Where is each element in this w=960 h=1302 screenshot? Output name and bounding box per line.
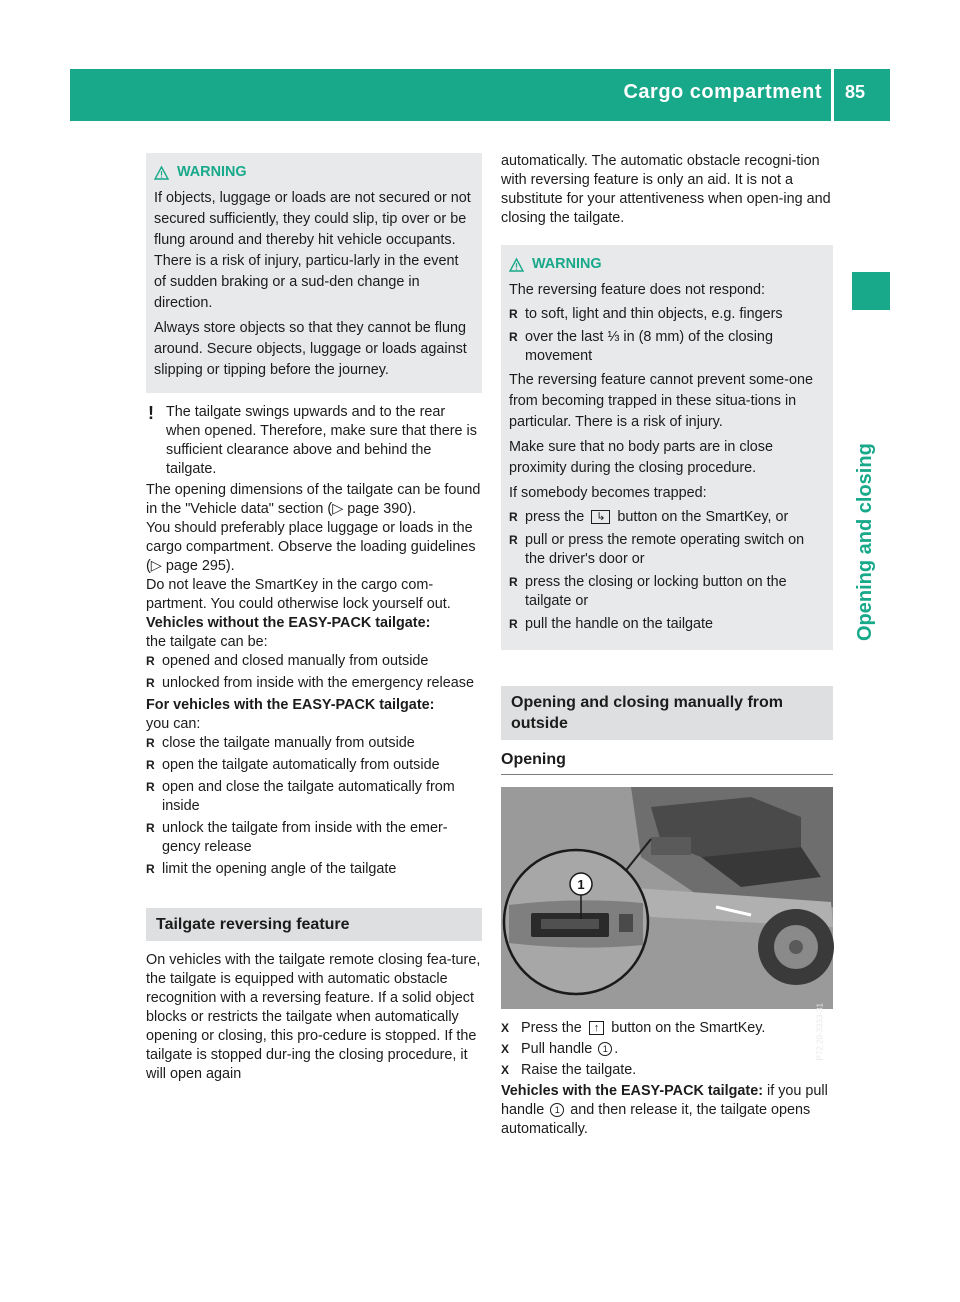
right-column bbox=[501, 152, 833, 1139]
figure-callout-1: 1 bbox=[577, 877, 585, 892]
list-item: R pull the handle on the tailgate bbox=[509, 615, 825, 634]
paragraph: On vehicles with the tailgate remote closing fea-ture, the tailgate is equipped with automatic obstacle recognition with a reversing feature. If a solid object blocks or restricts the tailgate when automatically opening or closing, this pro-cedure is stopped. If the tailgate is stopped dur-ing the closing procedure, it will open again bbox=[146, 952, 481, 1082]
header-divider bbox=[831, 69, 834, 121]
warning-icon bbox=[154, 166, 169, 180]
paragraph: automatically. The automatic obstacle recogni-tion with reversing feature is only an aid. It is not a substitute for your attentiveness when open-ing and closing the tailgate. bbox=[501, 153, 831, 226]
list-item bbox=[509, 508, 825, 527]
subheading-with-easypack: For vehicles with the EASY-PACK tailgate: bbox=[146, 697, 435, 713]
list-item: R pull or press the remote operating switch on the driver's door or bbox=[509, 531, 825, 569]
list-item: R unlocked from inside with the emergency release bbox=[146, 674, 482, 693]
list-item-text: button on the SmartKey, or bbox=[617, 509, 789, 525]
paragraph-easypack bbox=[501, 1082, 833, 1139]
callout-number: 1 bbox=[550, 1103, 564, 1117]
step-text: Press the bbox=[521, 1020, 582, 1036]
subheading-without-easypack: Vehicles without the EASY-PACK tailgate: bbox=[146, 615, 431, 631]
page-number: 85 bbox=[845, 82, 866, 102]
subheading-opening: Opening bbox=[501, 750, 833, 775]
list-item: R unlock the tailgate from inside with the emer-gency release bbox=[146, 819, 482, 857]
warning-heading bbox=[154, 163, 474, 182]
warning-text: If objects, luggage or loads are not secured or not secured sufficiently, they could slip, tip over or be flung around and thereby hit vehicle occupants. There is a risk of injury, particu-larly in the event of sudden braking or a sud-den change in direction. bbox=[154, 190, 471, 311]
instruction-step bbox=[501, 1040, 833, 1059]
warning-label: WARNING bbox=[177, 164, 247, 180]
list-item: R open and close the tailgate automatically from inside bbox=[146, 778, 482, 816]
warning-text: The reversing feature does not respond: bbox=[509, 282, 765, 298]
paragraph: You should preferably place luggage or loads in the cargo compartment. Observe the loading guidelines (▷ page 295). bbox=[146, 520, 476, 574]
left-column bbox=[146, 153, 482, 1084]
tailgate-close-key-icon: ↳ bbox=[591, 510, 610, 524]
vehicle-rear-illustration bbox=[501, 787, 833, 1009]
warning-box-secure bbox=[146, 153, 482, 393]
page-header bbox=[70, 69, 890, 121]
paragraph: you can: bbox=[146, 716, 201, 732]
chapter-label: Opening and closing bbox=[854, 443, 876, 641]
list-item: R open the tailgate automatically from outside bbox=[146, 756, 482, 775]
list-item: R limit the opening angle of the tailgate bbox=[146, 860, 482, 879]
paragraph-text: if you pull handle bbox=[501, 1083, 828, 1118]
paragraph: Do not leave the SmartKey in the cargo com-partment. You could otherwise lock yourself out. bbox=[146, 577, 451, 612]
paragraph: The opening dimensions of the tailgate can be found in the "Vehicle data" section (▷ page 390). bbox=[146, 482, 481, 517]
bold-lead: Vehicles with the EASY-PACK tailgate: bbox=[501, 1083, 764, 1099]
chapter-tab bbox=[852, 272, 890, 310]
figure-code: P72.20-3333-31 bbox=[815, 1003, 824, 1061]
list-item: R to soft, light and thin objects, e.g. fingers bbox=[509, 305, 825, 324]
header-title: Cargo compartment bbox=[623, 81, 822, 103]
section-heading-manual: Opening and closing manually from outside bbox=[501, 686, 833, 740]
instruction-step bbox=[501, 1019, 833, 1038]
warning-text: The reversing feature cannot prevent some-one from becoming trapped in these situa-tions in particular. There is a risk of injury. bbox=[509, 372, 813, 430]
list-item: R close the tailgate manually from outside bbox=[146, 734, 482, 753]
list-item-text: press the bbox=[525, 509, 585, 525]
list-item: R press the closing or locking button on the tailgate or bbox=[509, 573, 825, 611]
list-item: R over the last ⅓ in (8 mm) of the closing movement bbox=[509, 328, 825, 366]
step-text: . bbox=[614, 1041, 619, 1057]
warning-box-reversing bbox=[501, 245, 833, 650]
unlock-key-icon: ↑ bbox=[589, 1021, 605, 1035]
note-text: The tailgate swings upwards and to the rear when opened. Therefore, make sure that there is sufficient clearance above and behind the tailgate. bbox=[166, 404, 477, 477]
bullet-list bbox=[146, 652, 482, 693]
callout-number: 1 bbox=[598, 1042, 612, 1056]
paragraph-text: and then release it, the tailgate opens automatically. bbox=[501, 1102, 811, 1137]
warning-heading bbox=[509, 255, 825, 274]
step-text: button on the SmartKey. bbox=[611, 1020, 766, 1036]
paragraph: the tailgate can be: bbox=[146, 634, 268, 650]
step-text: Pull handle bbox=[521, 1041, 593, 1057]
section-heading-reversing: Tailgate reversing feature bbox=[146, 908, 482, 941]
exclamation-icon: ! bbox=[148, 403, 154, 423]
warning-label: WARNING bbox=[532, 256, 602, 272]
warning-icon bbox=[509, 258, 524, 272]
bullet-list bbox=[146, 734, 482, 879]
note-tailgate-swing bbox=[146, 403, 482, 479]
list-item: R opened and closed manually from outside bbox=[146, 652, 482, 671]
instruction-step: X Raise the tailgate. bbox=[501, 1061, 833, 1080]
warning-text: Always store objects so that they cannot be flung around. Secure objects, luggage or loads against slipping or tipping before the journey. bbox=[154, 320, 467, 378]
warning-text: If somebody becomes trapped: bbox=[509, 485, 707, 501]
warning-text: Make sure that no body parts are in close proximity during the closing procedure. bbox=[509, 439, 773, 476]
